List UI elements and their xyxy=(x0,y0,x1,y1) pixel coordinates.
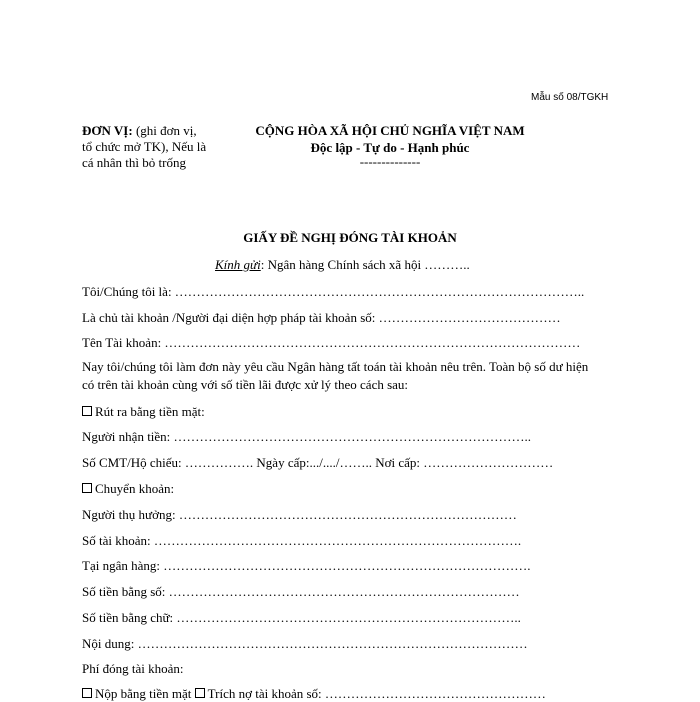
header-divider: -------------- xyxy=(359,154,421,169)
fee-debit-checkbox[interactable] xyxy=(195,688,205,698)
recipient-label: Kính gửi xyxy=(215,257,261,272)
applicant-line: Tôi/Chúng tôi là: ………………………………………………………………………………….. xyxy=(82,284,585,299)
beneficiary-line: Người thụ hưởng: …………………………………………………………………… xyxy=(82,507,517,522)
cash-option[interactable] xyxy=(82,404,205,420)
fee-cash-label: Nộp bằng tiền mặt xyxy=(95,686,192,701)
cash-option-label: Rút ra bằng tiền mặt: xyxy=(95,404,205,419)
transfer-option[interactable] xyxy=(82,481,174,497)
fee-cash-checkbox[interactable] xyxy=(82,688,92,698)
receiver-line: Người nhận tiền: ……………………………………………………………………….. xyxy=(82,429,532,444)
issuing-unit xyxy=(82,123,207,171)
form-number: Mẫu số 08/TGKH xyxy=(531,92,609,103)
transfer-option-label: Chuyển khoản: xyxy=(95,481,175,496)
unit-label: ĐƠN VỊ: xyxy=(82,123,133,138)
request-paragraph: Nay tôi/chúng tôi làm đơn này yêu cầu Ngân hàng tất toán tài khoản nêu trên. Toàn bộ số dư hiện có trên tài khoản cùng với số tiền lãi được xử lý theo cách sau: xyxy=(82,359,589,392)
account-name-line: Tên Tài khoản: …………………………………………………………………………………… xyxy=(82,335,581,350)
fee-debit-label: Trích nợ tài khoản số: …………………………………………… xyxy=(207,686,546,701)
amount-number-line: Số tiền bằng số: ……………………………………………………………………… xyxy=(82,584,520,599)
closing-fee-label: Phí đóng tài khoản: xyxy=(82,661,184,676)
amount-words-line: Số tiền bằng chữ: …………………………………………………………………….. xyxy=(82,610,521,625)
transfer-checkbox[interactable] xyxy=(82,483,92,493)
recipient-line xyxy=(215,257,470,273)
country-name: CỘNG HÒA XÃ HỘI CHỦ NGHĨA VIỆT NAM xyxy=(255,123,525,138)
recipient-text: : Ngân hàng Chính sách xã hội ……….. xyxy=(260,257,470,272)
bank-line: Tại ngân hàng: …………………………………………………………………………. xyxy=(82,558,531,573)
unit-note: (ghi đơn vị, tổ chức mở TK), Nếu là cá nhân thì bỏ trống xyxy=(82,123,207,170)
account-number-line: Số tài khoản: …………………………………………………………………………. xyxy=(82,533,522,548)
cash-checkbox[interactable] xyxy=(82,406,92,416)
national-motto: Độc lập - Tự do - Hạnh phúc xyxy=(310,140,470,155)
account-owner-line: Là chủ tài khoản /Người đại diện hợp pháp tài khoản số: …………………………………… xyxy=(82,310,561,325)
id-info-line: Số CMT/Hộ chiếu: ……………. Ngày cấp:.../..../…….. Nơi cấp: ………………………… xyxy=(82,455,554,470)
content-line: Nội dung: ……………………………………………………………………………… xyxy=(82,636,528,651)
document-title: GIẤY ĐỀ NGHỊ ĐÓNG TÀI KHOẢN xyxy=(243,230,457,245)
